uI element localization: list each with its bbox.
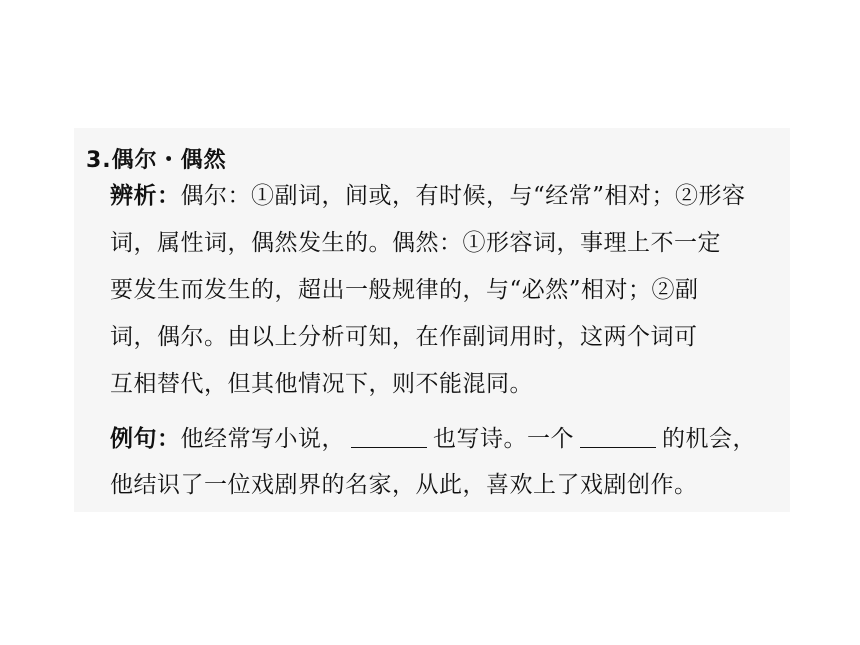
analysis-line-1 [110,181,746,211]
example-line-1 [110,424,756,454]
analysis-label: 辨析： [110,183,181,209]
section-heading: 3.偶尔・偶然 [86,148,227,173]
example-text-1a: 他经常写小说， [180,426,345,452]
example-label: 例句： [110,426,181,452]
analysis-line-3: 要发生而发生的，超出一般规律的，与“必然”相对；②副 [110,277,699,303]
example-line-2: 他结识了一位戏剧界的名家，从此，喜欢上了戏剧创作。 [110,472,698,498]
analysis-line-4: 词，偶尔。由以上分析可知，在作副词用时，这两个词可 [110,324,698,350]
analysis-line-2: 词，属性词，偶然发生的。偶然：①形容词，事理上不一定 [110,230,721,256]
fill-blank-1[interactable] [351,425,427,448]
example-text-1b: 也写诗。一个 [433,426,574,452]
fill-blank-2[interactable] [580,425,656,448]
analysis-line-5: 互相替代，但其他情况下，则不能混同。 [110,371,533,397]
example-text-1c: 的机会， [662,426,756,452]
analysis-text-1: 偶尔：①副词，间或，有时候，与“经常”相对；②形容 [180,183,746,209]
